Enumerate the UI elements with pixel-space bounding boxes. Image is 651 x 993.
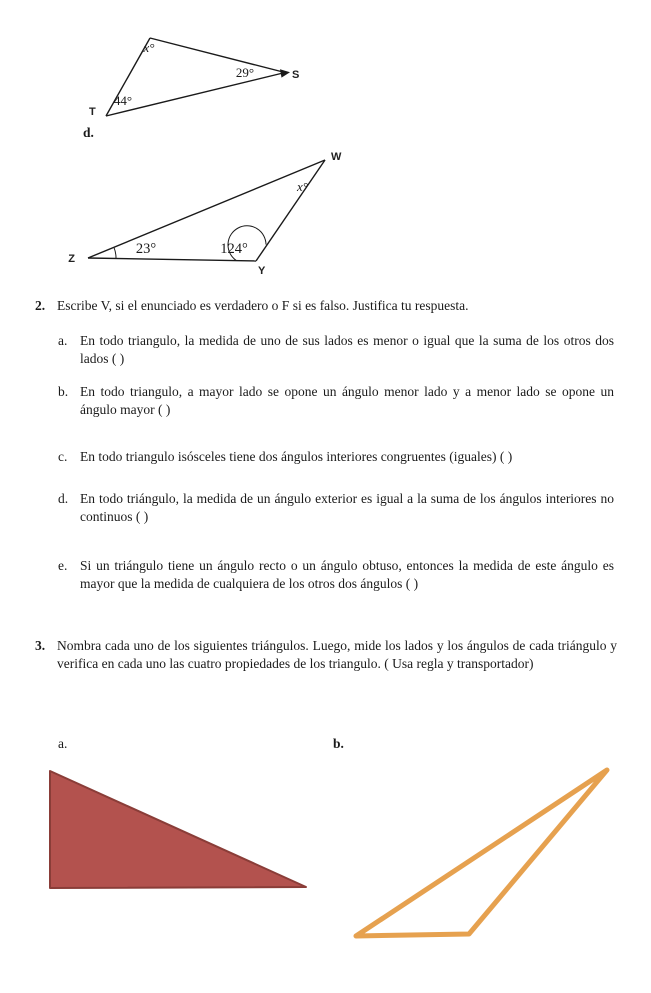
angle-label-29: 29° [235,65,255,80]
question-3-number: 3. [35,638,46,653]
item-b-label: b. [58,384,69,399]
item-a-label: a. [58,333,68,348]
question-3 [35,637,617,673]
angle-label-w-x: x° [297,179,308,194]
question-2 [35,297,620,315]
item-e-text: Si un triángulo tiene un ángulo recto o un ángulo obtuso, entonces la medida de este ángulo es mayor que la medida de cualquiera de los otros dos ángulos ( ) [80,558,614,591]
figure-label-d: d. [83,125,94,140]
question-2-number: 2. [35,298,46,313]
question-2-item-a [58,332,614,368]
question-2-item-e [58,557,614,593]
item-a-text: En todo triangulo, la medida de uno de sus lados es menor o igual que la suma de los otros dos lados ( ) [80,333,614,366]
red-triangle-shape [50,771,306,888]
item-b-text: En todo triangulo, a mayor lado se opone un ángulo menor lado y a menor lado se opone un ángulo mayor ( ) [80,384,614,417]
angle-label-apex-x: x° [143,40,155,55]
item-d-text: En todo triángulo, la medida de un ángulo exterior es igual a la suma de los ángulos interiores no continuos ( ) [80,491,614,524]
vertex-label-z: Z [68,253,75,265]
item-c-text: En todo triangulo isósceles tiene dos ángulos interiores congruentes (iguales) ( ) [80,449,513,464]
question-2-item-d [58,490,614,526]
item-e-label: e. [58,558,68,573]
angle-label-44: 44° [113,93,133,108]
question-3-prompt: Nombra cada uno de los siguientes triángulos. Luego, mide los lados y los ángulos de cada triángulo y verifica en cada uno las cuatro propiedades de los triangulo. ( Usa regla y transportador) [57,638,617,671]
angle-arc-z [114,248,116,259]
orange-triangle-figure [345,758,630,953]
question-3-label-a: a. [58,736,68,751]
question-2-prompt: Escribe V, si el enunciado es verdadero o F si es falso. Justifica tu respuesta. [57,298,469,313]
vertex-label-t: T [89,106,96,118]
triangle-zwy-figure [68,151,342,277]
question-2-item-c [58,448,614,466]
angle-label-23: 23° [135,241,157,257]
question-3-label-b: b. [333,736,344,751]
angle-label-124: 124° [220,241,248,257]
vertex-label-s: S [292,69,300,81]
triangle-figures [0,0,651,285]
item-d-label: d. [58,491,69,506]
vertex-label-w: W [331,151,342,163]
item-c-label: c. [58,449,68,464]
red-triangle-figure [46,767,312,895]
question-2-item-b [58,383,614,419]
triangle-ts-figure [89,38,299,118]
arrowhead-s [280,69,290,77]
orange-triangle-shape [356,770,607,936]
vertex-label-y: Y [258,265,266,277]
